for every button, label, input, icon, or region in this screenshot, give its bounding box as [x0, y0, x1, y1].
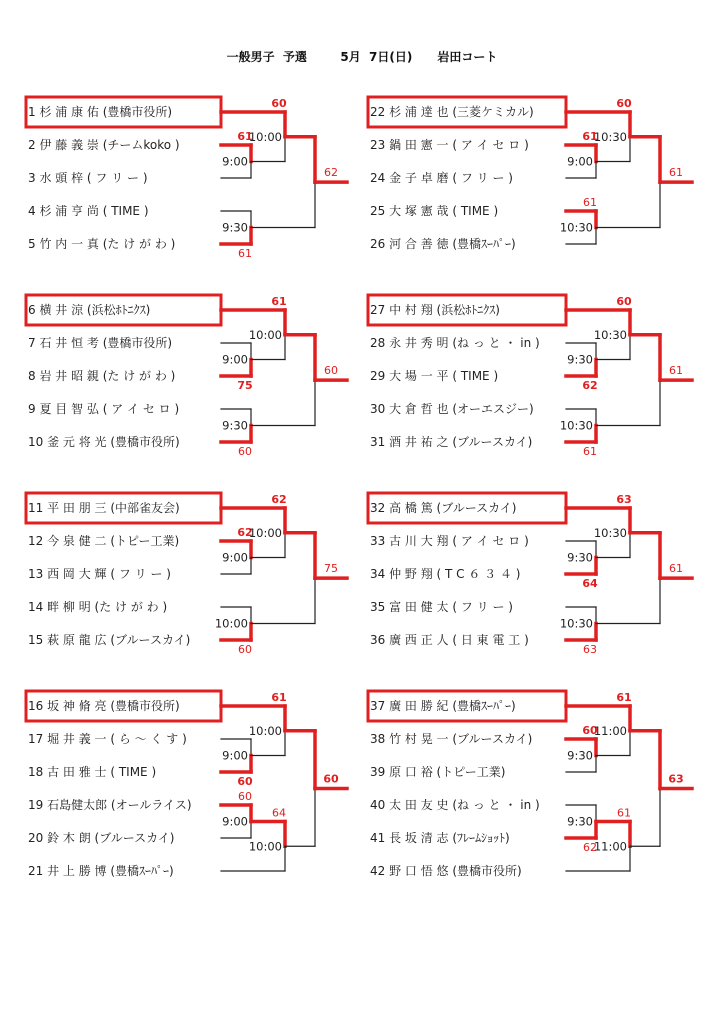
player-name: 1 杉 浦 康 佑 (豊橋市役所) — [28, 105, 173, 119]
match-time: 10:30 — [593, 129, 627, 144]
player-name: 12 今 泉 健 二 (トピー工業) — [28, 534, 180, 548]
player-name: 13 西 岡 大 輝 ( フ リ ー ) — [28, 567, 171, 581]
player-name: 9 夏 目 智 弘 ( ア イ セ ロ ) — [28, 402, 180, 416]
match-score: 61 — [271, 691, 287, 704]
match-score: 60 — [323, 772, 339, 786]
player-name: 17 堀 井 義 一 ( ら ～ く す ) — [28, 732, 187, 746]
match-time: 10:00 — [248, 327, 282, 342]
match-score: 63 — [583, 643, 597, 656]
player-name: 18 古 田 雅 士 ( TIME ) — [28, 765, 157, 779]
match-time: 9:30 — [222, 418, 248, 433]
match-score: 61 — [669, 364, 683, 378]
match-time: 10:00 — [248, 723, 282, 738]
player-name: 20 鈴 木 朗 (ブルースカイ) — [28, 831, 175, 845]
player-name: 10 釜 元 将 光 (豊橋市役所) — [28, 435, 180, 449]
match-score: 60 — [271, 97, 287, 110]
player-name: 29 大 場 一 平 ( TIME ) — [370, 369, 499, 383]
match-time: 10:30 — [593, 525, 627, 540]
player-name: 4 杉 浦 亨 尚 ( TIME ) — [28, 204, 149, 218]
match-score: 60 — [238, 643, 252, 656]
player-name: 38 竹 村 晃 一 (ブルースカイ) — [370, 732, 533, 746]
match-score: 64 — [582, 577, 598, 590]
player-name: 25 大 塚 憲 哉 ( TIME ) — [370, 204, 499, 218]
match-score: 60 — [582, 724, 598, 737]
match-time: 10:30 — [559, 418, 593, 433]
match-time: 11:00 — [593, 839, 627, 854]
match-time: 9:30 — [567, 748, 593, 763]
match-score: 62 — [583, 841, 597, 854]
match-time: 10:30 — [593, 327, 627, 342]
match-score: 60 — [238, 790, 252, 803]
player-name: 36 廣 西 正 人 ( 日 東 電 工 ) — [370, 633, 529, 647]
match-time: 9:30 — [567, 814, 593, 829]
player-name: 37 廣 田 勝 紀 (豊橋ｽｰﾊﾟｰ) — [370, 699, 516, 713]
match-score: 60 — [616, 97, 632, 110]
match-time: 10:00 — [248, 839, 282, 854]
match-score: 61 — [271, 295, 287, 308]
match-score: 62 — [324, 166, 338, 180]
player-name: 40 太 田 友 史 (ね っ と ・ in ) — [370, 798, 540, 812]
match-score: 60 — [237, 775, 253, 788]
match-score: 61 — [582, 130, 598, 143]
match-time: 9:30 — [567, 352, 593, 367]
player-name: 14 畔 柳 明 (た け が わ ) — [28, 600, 168, 614]
match-time: 9:00 — [222, 154, 248, 169]
match-score: 60 — [324, 364, 338, 378]
player-name: 26 河 合 善 徳 (豊橋ｽｰﾊﾟｰ) — [370, 237, 516, 251]
player-name: 31 酒 井 祐 之 (ブルースカイ) — [370, 435, 533, 449]
match-score: 64 — [272, 806, 286, 820]
match-time: 9:30 — [567, 550, 593, 565]
player-name: 2 伊 藤 義 崇 (チームkoko ) — [28, 138, 180, 152]
player-name: 27 中 村 翔 (浜松ﾎﾄﾆｸｽ) — [370, 303, 500, 317]
match-score: 75 — [324, 562, 338, 576]
player-name: 28 永 井 秀 明 (ね っ と ・ in ) — [370, 336, 540, 350]
match-time: 9:00 — [222, 748, 248, 763]
player-name: 32 高 橋 篤 (ブルースカイ) — [370, 501, 517, 515]
match-score: 62 — [237, 526, 253, 539]
player-name: 22 杉 浦 達 也 (三菱ケミカル) — [370, 105, 534, 119]
player-name: 6 横 井 涼 (浜松ﾎﾄﾆｸｽ) — [28, 303, 151, 317]
match-score: 61 — [237, 130, 253, 143]
match-time: 10:30 — [559, 220, 593, 235]
player-name: 16 坂 神 脩 亮 (豊橋市役所) — [28, 699, 180, 713]
match-score: 61 — [669, 562, 683, 576]
player-name: 3 水 頭 梓 ( フ リ ー ) — [28, 171, 148, 185]
match-score: 61 — [617, 806, 631, 820]
player-name: 15 萩 原 龍 広 (ブルースカイ) — [28, 633, 191, 647]
page-title: 一般男子 予選 5月 7日(日) 岩田コート — [226, 50, 498, 64]
match-score: 60 — [616, 295, 632, 308]
player-name: 30 大 倉 哲 也 (オーエスジー) — [370, 402, 534, 416]
match-score: 61 — [669, 166, 683, 180]
match-time: 9:30 — [222, 220, 248, 235]
player-name: 11 平 田 朋 三 (中部雀友会) — [28, 501, 180, 515]
match-time: 10:30 — [559, 616, 593, 631]
player-name: 8 岩 井 昭 親 (た け が わ ) — [28, 369, 176, 383]
player-name: 21 井 上 勝 博 (豊橋ｽｰﾊﾟｰ) — [28, 864, 174, 878]
match-time: 9:00 — [222, 814, 248, 829]
match-time: 9:00 — [222, 550, 248, 565]
match-score: 61 — [238, 247, 252, 260]
player-name: 41 長 坂 清 志 (ﾌﾚｰﾑｼｮｯﾄ) — [370, 831, 510, 845]
match-score: 60 — [238, 445, 252, 458]
player-name: 42 野 口 悟 悠 (豊橋市役所) — [370, 864, 522, 878]
match-score: 61 — [583, 445, 597, 458]
player-name: 19 石島健太郎 (オールライス) — [28, 798, 192, 812]
match-score: 75 — [237, 379, 253, 392]
player-name: 39 原 口 裕 (トピー工業) — [370, 765, 506, 779]
player-name: 5 竹 内 一 真 (た け が わ ) — [28, 237, 176, 251]
match-time: 9:00 — [567, 154, 593, 169]
player-name: 33 古 川 大 翔 ( ア イ セ ロ ) — [370, 534, 529, 548]
player-name: 23 鍋 田 憲 一 ( ア イ セ ロ ) — [370, 138, 529, 152]
match-score: 62 — [271, 493, 287, 506]
player-name: 7 石 井 恒 考 (豊橋市役所) — [28, 336, 173, 350]
match-time: 10:00 — [248, 525, 282, 540]
player-name: 34 仲 野 翔 ( T C ６ ３ ４ ) — [370, 567, 521, 581]
player-name: 35 富 田 健 太 ( フ リ ー ) — [370, 600, 513, 614]
match-score: 63 — [668, 772, 684, 786]
match-time: 10:00 — [248, 129, 282, 144]
match-time: 9:00 — [222, 352, 248, 367]
match-time: 11:00 — [593, 723, 627, 738]
match-score: 61 — [616, 691, 632, 704]
match-score: 63 — [616, 493, 632, 506]
match-time: 10:00 — [214, 616, 248, 631]
match-score: 62 — [582, 379, 598, 392]
match-score: 61 — [583, 196, 597, 209]
player-name: 24 金 子 卓 磨 ( フ リ ー ) — [370, 171, 513, 185]
